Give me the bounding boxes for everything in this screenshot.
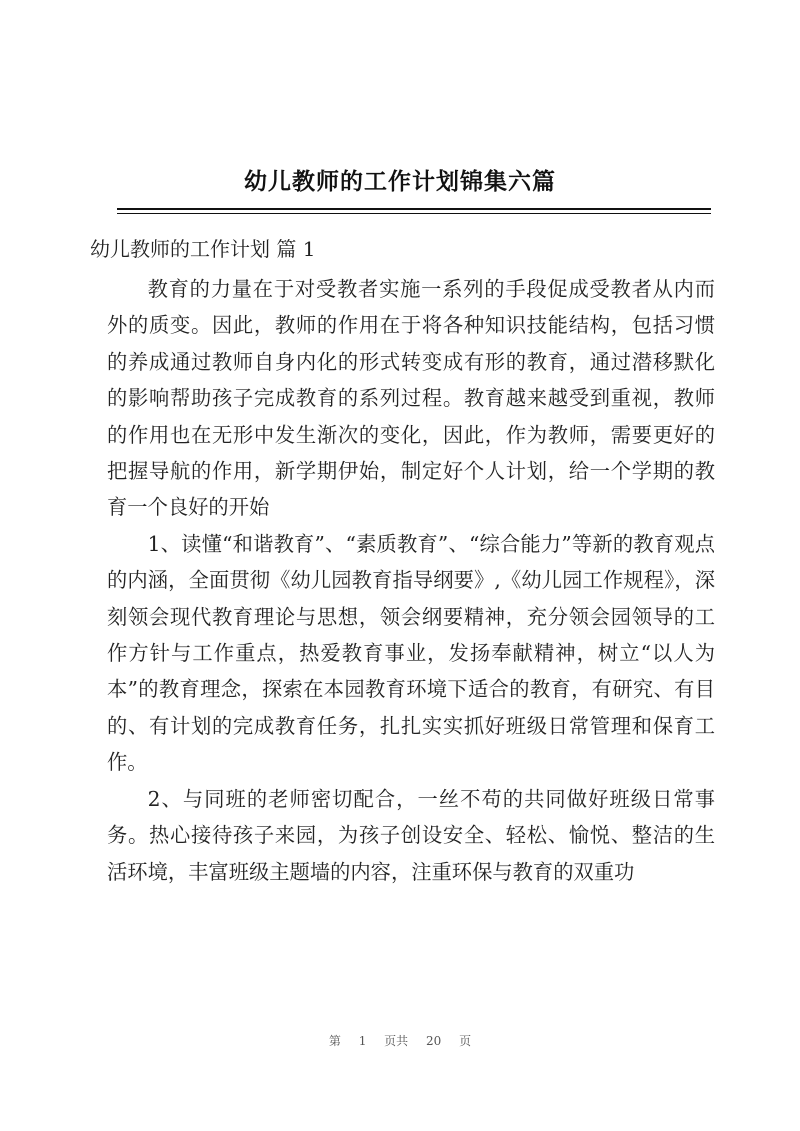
title-rule-thin [117, 213, 711, 214]
footer-current-page: 1 [358, 1034, 367, 1048]
footer-label-page: 第 [328, 1034, 341, 1048]
paragraph-2: 1、读懂“和谐教育”、“素质教育”、“综合能力”等新的教育观点的内涵，全面贯彻《幼儿园教育指导纲要》,《幼儿园工作规程》，深刻领会现代教育理论与思想，领会纲要精神，充分领会园领导的工作方针与工作重点，热爱教育事业，发扬奉献精神，树立“以人为本”的教育理念，探索在本园教育环境下适合的教育，有研究、有目的、有计划的完成教育任务，扎扎实实抓好班级日常管理和保育工作。 [107, 531, 715, 775]
title-rule-thick [117, 208, 711, 210]
section-heading: 幼儿教师的工作计划 篇 1 [90, 237, 316, 261]
footer-total-pages: 20 [426, 1034, 442, 1048]
document-body [107, 271, 715, 890]
document-title: 幼儿教师的工作计划锦集六篇 [244, 168, 556, 195]
paragraph-3: 2、与同班的老师密切配合，一丝不苟的共同做好班级日常事务。热心接待孩子来园，为孩子创设安全、轻松、愉悦、整洁的生活环境，丰富班级主题墙的内容，注重环保与教育的双重功 [107, 786, 715, 884]
footer-label-of: 页共 [384, 1034, 409, 1048]
footer-label-end: 页 [459, 1034, 472, 1048]
page-footer [0, 1032, 800, 1049]
paragraph-1: 教育的力量在于对受教者实施一系列的手段促成受教者从内而外的质变。因此，教师的作用在于将各种知识技能结构，包括习惯的养成通过教师自身内化的形式转变成有形的教育，通过潜移默化的影响帮助孩子完成教育的系列过程。教育越来越受到重视，教师的作用也在无形中发生渐次的变化，因此，作为教师，需要更好的把握导航的作用，新学期伊始，制定好个人计划，给一个学期的教育一个良好的开始 [107, 277, 715, 520]
